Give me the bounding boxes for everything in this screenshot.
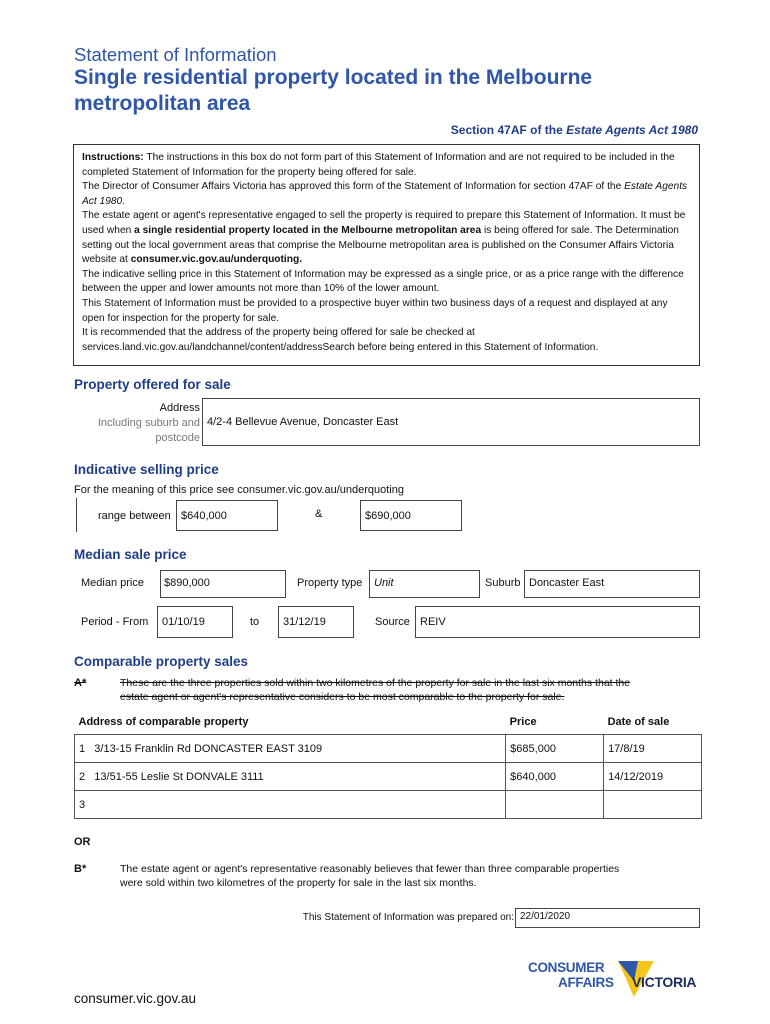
instructions-p6: It is recommended that the address of the property being offered for sale be checked at services.land.vic.gov.au/landchannel/content/addressSearch before being entered in this Statement of Information. (82, 327, 599, 353)
period-to-label: to (250, 616, 260, 628)
address-value: 4/2-4 Bellevue Avenue, Doncaster East (207, 416, 399, 428)
price-low-value: $640,000 (181, 510, 227, 522)
indicative-note: For the meaning of this price see consumer.vic.gov.au/underquoting (74, 484, 404, 496)
comparable-heading: Comparable property sales (74, 654, 249, 669)
instructions-p1: Instructions: The instructions in this box do not form part of this Statement of Information and are not required to be included in the completed Statement of Information for the property being offered for sale. (82, 152, 675, 178)
instructions-box (73, 144, 700, 366)
option-a-text-line1: These are the three properties sold within two kilometres of the property for sale in the last six months that the (120, 677, 631, 689)
or-label: OR (74, 836, 91, 848)
period-to-value: 31/12/19 (283, 616, 326, 628)
table-row (75, 735, 702, 763)
suburb-value: Doncaster East (529, 577, 605, 589)
footer-url[interactable]: consumer.vic.gov.au (74, 991, 197, 1006)
logo-word: VICTORIA (632, 974, 697, 990)
source-label: Source (375, 616, 410, 628)
prepared-date-value: 22/01/2020 (520, 911, 571, 922)
address-cell[interactable]: 3 (75, 791, 506, 819)
page-title-line1: Single residential property located in the Melbourne (74, 66, 593, 89)
median-heading: Median sale price (74, 547, 187, 562)
date-cell[interactable]: 17/8/19 (604, 735, 702, 763)
logo-line2: AFFAIRS (558, 975, 614, 990)
date-cell[interactable] (604, 791, 702, 819)
section-act: Estate Agents Act 1980 (566, 123, 698, 137)
indicative-heading: Indicative selling price (74, 462, 219, 477)
address-cell[interactable]: 2 13/51-55 Leslie St DONVALE 3111 (75, 763, 506, 791)
instructions-p4: The indicative selling price in this Statement of Information may be expressed as a single price, or as a price range with the difference between the upper and lower amounts not more than 10% of the lower amount. (82, 268, 684, 295)
price-cell[interactable]: $685,000 (506, 735, 604, 763)
comparable-table (74, 716, 702, 819)
option-b-label: B* (74, 863, 87, 875)
logo-line1: CONSUMER (528, 960, 605, 975)
period-label: Period - From (81, 616, 149, 628)
table-row (75, 763, 702, 791)
section-reference (451, 123, 698, 137)
date-cell[interactable]: 14/12/2019 (604, 763, 702, 791)
page-title-line2: metropolitan area (74, 92, 251, 115)
instructions-p2: The Director of Consumer Affairs Victoria has approved this form of the Statement of Information for section 47AF of the Estate Agents Act 1980. (82, 181, 688, 207)
suburb-field-label: Suburb (485, 577, 521, 589)
property-heading: Property offered for sale (74, 377, 231, 392)
instructions-label: Instructions: (82, 152, 144, 163)
source-value: REIV (420, 616, 446, 628)
section-prefix: Section 47AF of the (450, 123, 567, 137)
instructions-p5: This Statement of Information must be provided to a prospective buyer within two business days of a request and displayed at any open for inspection for the property for sale. (82, 297, 668, 324)
underquoting-link[interactable]: consumer.vic.gov.au/underquoting. (130, 254, 303, 266)
option-b-text-line2: were sold within two kilometres of the property for sale in the last six months. (120, 877, 477, 889)
postcode-label: postcode (155, 432, 200, 444)
consumer-affairs-victoria-logo (528, 958, 704, 1006)
col-address-header: Address of comparable property (78, 716, 249, 728)
prepared-label: This Statement of Information was prepared on: (302, 912, 514, 923)
supertitle: Statement of Information (74, 44, 277, 65)
median-value: $890,000 (164, 577, 210, 589)
price-high-value: $690,000 (365, 510, 411, 522)
price-cell[interactable] (506, 791, 604, 819)
option-b-text-line1: The estate agent or agent's representative reasonably believes that fewer than three comparable properties (120, 863, 620, 875)
address-label: Address (159, 402, 200, 414)
median-label: Median price (81, 577, 144, 589)
option-a-text-line2: estate agent or agent's representative considers to be most comparable to the property for sale. (120, 691, 565, 703)
property-type-label: Property type (297, 577, 363, 589)
source-field[interactable] (415, 606, 700, 638)
col-date-header: Date of sale (607, 716, 670, 728)
instructions-p3: The estate agent or agent's representative engaged to sell the property is required to prepare this Statement of Information. It must be used when a single residential property located in the Melbourne metropolitan area is being offered for sale. The Determination setting out the local government areas that comprise the Melbourne metropolitan area is published on the Consumer Affairs Victoria website at consumer.vic.gov.au/underquoting. (82, 210, 686, 266)
address-cell[interactable]: 1 3/13-15 Franklin Rd DONCASTER EAST 3109 (75, 735, 506, 763)
price-cell[interactable]: $640,000 (506, 763, 604, 791)
option-a-label: A* (74, 677, 87, 689)
table-row (75, 791, 702, 819)
period-from-value: 01/10/19 (162, 616, 205, 628)
range-bracket (76, 498, 77, 532)
property-type-value: Unit (374, 577, 394, 589)
col-price-header: Price (509, 716, 537, 728)
range-label: range between (98, 510, 171, 522)
suburb-label: Including suburb and (97, 417, 200, 429)
ampersand: & (315, 508, 323, 520)
